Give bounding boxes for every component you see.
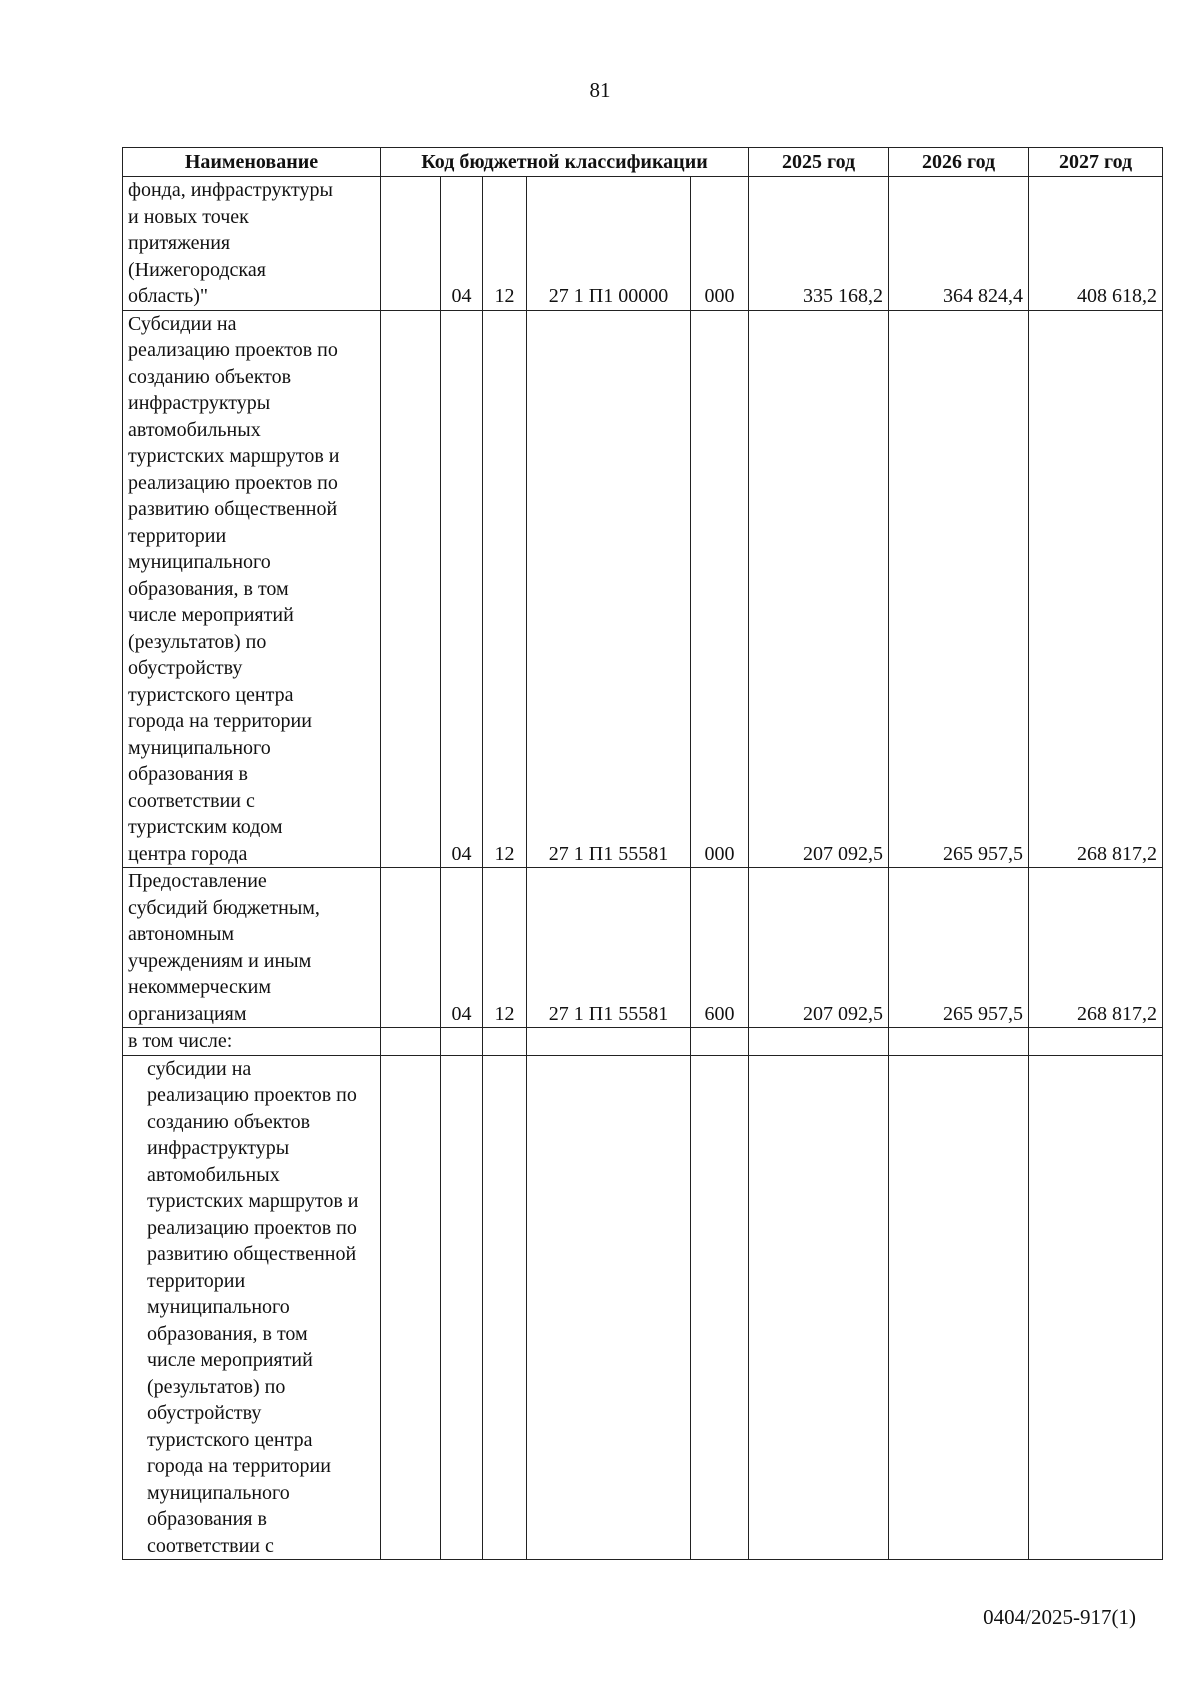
code-section: 04 <box>441 177 483 311</box>
value-2027: 408 618,2 <box>1029 177 1163 311</box>
value-2025: 207 092,5 <box>749 310 889 868</box>
value-2025: 335 168,2 <box>749 177 889 311</box>
code-target-article: 27 1 П1 55581 <box>527 310 691 868</box>
row-name: в том числе: <box>123 1028 381 1056</box>
document-code: 0404/2025-917(1) <box>983 1605 1136 1629</box>
value-2026 <box>889 1055 1029 1560</box>
page-number: 81 <box>589 78 611 102</box>
code-section <box>441 1055 483 1560</box>
value-2026 <box>889 1028 1029 1056</box>
code-expense-type: 000 <box>691 177 749 311</box>
header-2025: 2025 год <box>749 148 889 177</box>
code-section: 04 <box>441 310 483 868</box>
value-2027 <box>1029 1028 1163 1056</box>
code-target-article <box>527 1028 691 1056</box>
code-col-1 <box>381 1055 441 1560</box>
value-2026: 364 824,4 <box>889 177 1029 311</box>
code-target-article <box>527 1055 691 1560</box>
header-2027: 2027 год <box>1029 148 1163 177</box>
code-col-1 <box>381 1028 441 1056</box>
value-2027: 268 817,2 <box>1029 310 1163 868</box>
code-col-1 <box>381 310 441 868</box>
code-expense-type <box>691 1028 749 1056</box>
value-2025 <box>749 1055 889 1560</box>
code-subsection <box>483 1055 527 1560</box>
budget-table <box>122 147 1163 1560</box>
code-col-1 <box>381 868 441 1028</box>
header-row <box>123 148 1163 177</box>
header-budget-code: Код бюджетной классификации <box>381 148 749 177</box>
code-expense-type: 600 <box>691 868 749 1028</box>
code-subsection: 12 <box>483 868 527 1028</box>
code-col-1 <box>381 177 441 311</box>
code-section <box>441 1028 483 1056</box>
row-name: субсидии на реализацию проектов по созданию объектов инфраструктуры автомобильных туристских маршрутов и реализацию проектов по развитию общественной территории муниципального образования, в том числе мероприятий (результатов) по обустройству туристского центра города на территории муниципального образования в соответствии с <box>123 1055 381 1560</box>
code-subsection: 12 <box>483 177 527 311</box>
table-row <box>123 177 1163 311</box>
code-subsection: 12 <box>483 310 527 868</box>
row-name: Предоставление субсидий бюджетным, автономным учреждениям и иным некоммерческим организациям <box>123 868 381 1028</box>
row-name: Субсидии на реализацию проектов по созданию объектов инфраструктуры автомобильных туристских маршрутов и реализацию проектов по развитию общественной территории муниципального образования, в том числе мероприятий (результатов) по обустройству туристского центра города на территории муниципального образования в соответствии с туристским кодом центра города <box>123 310 381 868</box>
table-row <box>123 868 1163 1028</box>
value-2025 <box>749 1028 889 1056</box>
table-row <box>123 1028 1163 1056</box>
table-row <box>123 1055 1163 1560</box>
code-target-article: 27 1 П1 55581 <box>527 868 691 1028</box>
table-row <box>123 310 1163 868</box>
value-2027 <box>1029 1055 1163 1560</box>
value-2027: 268 817,2 <box>1029 868 1163 1028</box>
code-section: 04 <box>441 868 483 1028</box>
code-target-article: 27 1 П1 00000 <box>527 177 691 311</box>
value-2026: 265 957,5 <box>889 868 1029 1028</box>
row-name: фонда, инфраструктуры и новых точек притяжения (Нижегородская область)" <box>123 177 381 311</box>
header-2026: 2026 год <box>889 148 1029 177</box>
value-2025: 207 092,5 <box>749 868 889 1028</box>
header-name: Наименование <box>123 148 381 177</box>
code-subsection <box>483 1028 527 1056</box>
code-expense-type <box>691 1055 749 1560</box>
code-expense-type: 000 <box>691 310 749 868</box>
value-2026: 265 957,5 <box>889 310 1029 868</box>
